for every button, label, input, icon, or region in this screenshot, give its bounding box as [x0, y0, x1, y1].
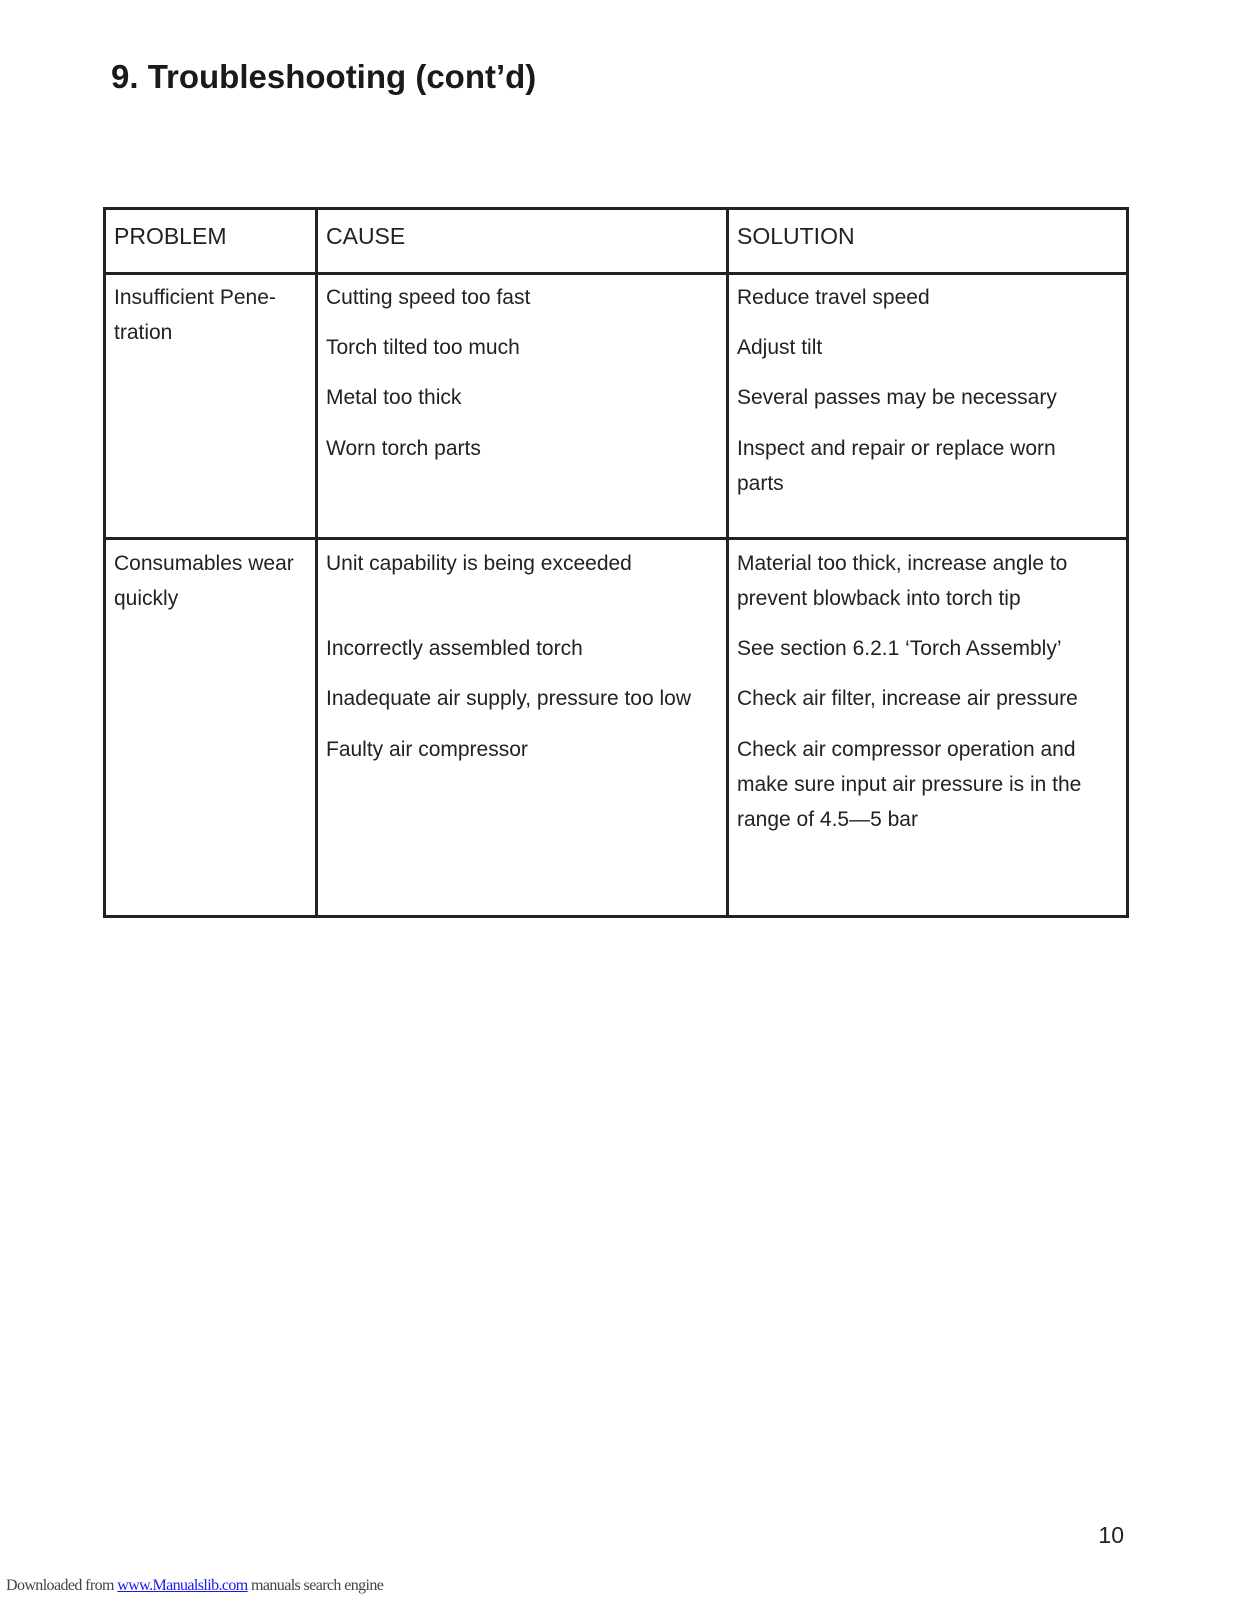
problem-text: tration	[114, 321, 173, 344]
problem-text: quickly	[114, 587, 179, 610]
page-title: 9. Troubleshooting (cont’d)	[111, 58, 537, 95]
solution-text: make sure input air pressure is in the	[737, 773, 1082, 796]
cause-text: Incorrectly assembled torch	[326, 637, 583, 660]
cause-text: Metal too thick	[326, 386, 462, 409]
solution-text: prevent blowback into torch tip	[737, 587, 1021, 610]
solution-text: See section 6.2.1 ‘Torch Assembly’	[737, 637, 1062, 660]
footer-prefix: Downloaded from	[6, 1577, 118, 1594]
solution-text: Adjust tilt	[737, 336, 823, 359]
manualslib-link[interactable]: www.Manualslib.com	[117, 1577, 248, 1594]
solution-text: Reduce travel speed	[737, 286, 930, 309]
footer-suffix: manuals search engine	[247, 1577, 384, 1594]
column-divider	[315, 210, 318, 915]
column-divider	[726, 210, 729, 915]
cause-text: Torch tilted too much	[326, 336, 520, 359]
solution-text: parts	[737, 472, 784, 495]
solution-text: Check air filter, increase air pressure	[737, 687, 1078, 710]
header-divider	[106, 272, 1126, 275]
header-solution: SOLUTION	[737, 223, 855, 249]
solution-text: range of 4.5—5 bar	[737, 808, 918, 831]
cause-text: Unit capability is being exceeded	[326, 552, 632, 575]
header-problem: PROBLEM	[114, 223, 227, 249]
cause-text: Worn torch parts	[326, 437, 481, 460]
cause-text: Faulty air compressor	[326, 738, 528, 761]
solution-text: Several passes may be necessary	[737, 386, 1057, 409]
row-divider	[106, 537, 1126, 540]
troubleshooting-table	[103, 207, 1129, 918]
header-cause: CAUSE	[326, 223, 406, 249]
solution-text: Inspect and repair or replace worn	[737, 437, 1056, 460]
cause-text: Cutting speed too fast	[326, 286, 531, 309]
solution-text: Check air compressor operation and	[737, 738, 1076, 761]
solution-text: Material too thick, increase angle to	[737, 552, 1068, 575]
download-footer	[6, 1577, 383, 1595]
problem-text: Insufficient Pene-	[114, 286, 276, 309]
cause-text: Inadequate air supply, pressure too low	[326, 687, 691, 710]
page-number: 10	[1098, 1522, 1124, 1548]
problem-text: Consumables wear	[114, 552, 294, 575]
